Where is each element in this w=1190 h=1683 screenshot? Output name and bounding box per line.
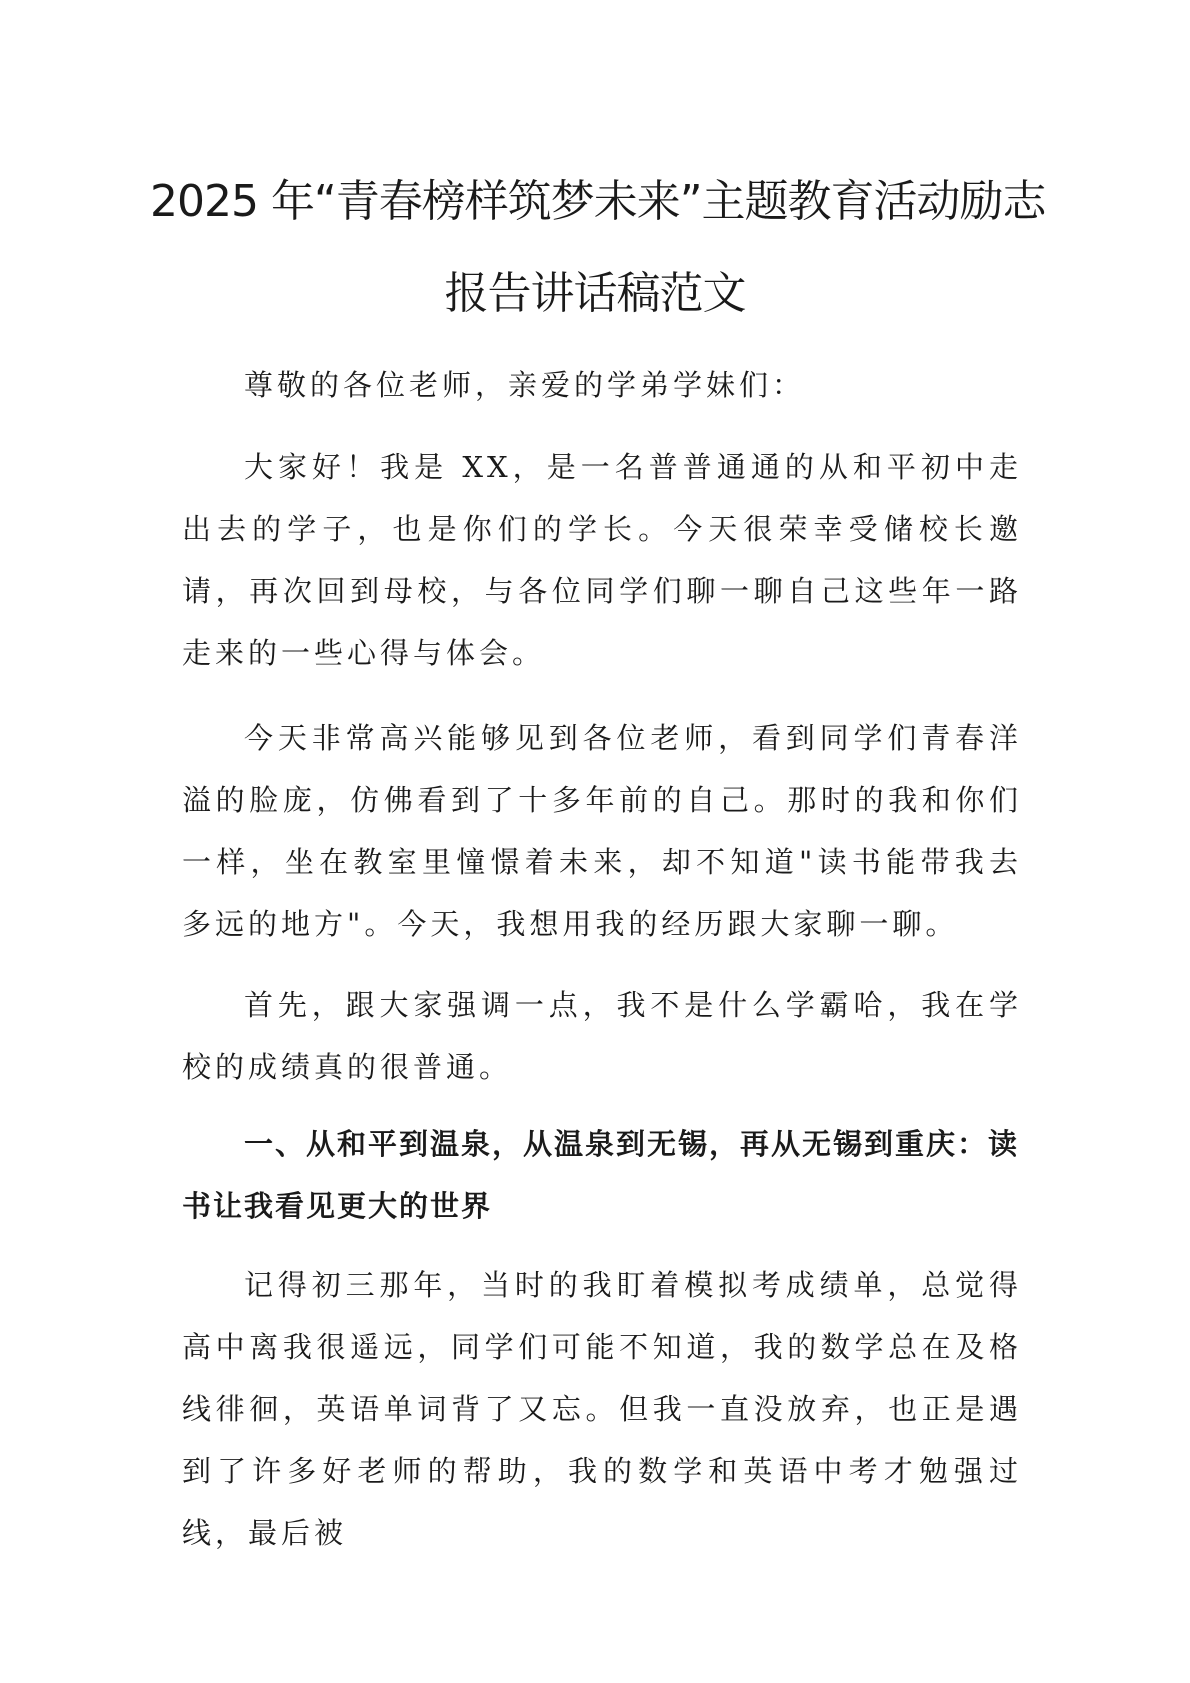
document-title-line-2: 报告讲话稿范文 bbox=[444, 268, 746, 319]
paragraph-greeting: 今天非常高兴能够见到各位老师，看到同学们青春洋溢的脸庞，仿佛看到了十多年前的自己。那时的我和你们一样，坐在教室里憧憬着未来，却不知道"读书能带我去多远的地方"。今天，我想用我的经历跟大家聊一聊。 bbox=[182, 721, 1022, 941]
document-title-line-1: 2025 年“青春榜样筑梦未来”主题教育活动励志 bbox=[150, 176, 1046, 227]
section-heading: 一、从和平到温泉，从温泉到无锡，再从无锡到重庆：读书让我看见更大的世界 bbox=[182, 1127, 1020, 1223]
paragraph-emphasis: 首先，跟大家强调一点，我不是什么学霸哈，我在学校的成绩真的很普通。 bbox=[182, 988, 1022, 1084]
paragraph-experience: 记得初三那年，当时的我盯着模拟考成绩单，总觉得高中离我很遥远，同学们可能不知道，我的数学总在及格线徘徊，英语单词背了又忘。但我一直没放弃，也正是遇到了许多好老师的帮助，我的数学和英语中考才勉强过线，最后被 bbox=[182, 1268, 1022, 1550]
salutation: 尊敬的各位老师，亲爱的学弟学妹们： bbox=[244, 368, 806, 402]
paragraph-introduction: 大家好！我是 XX，是一名普普通通的从和平初中走出去的学子，也是你们的学长。今天很荣幸受储校长邀请，再次回到母校，与各位同学们聊一聊自己这些年一路走来的一些心得与体会。 bbox=[182, 450, 1022, 670]
